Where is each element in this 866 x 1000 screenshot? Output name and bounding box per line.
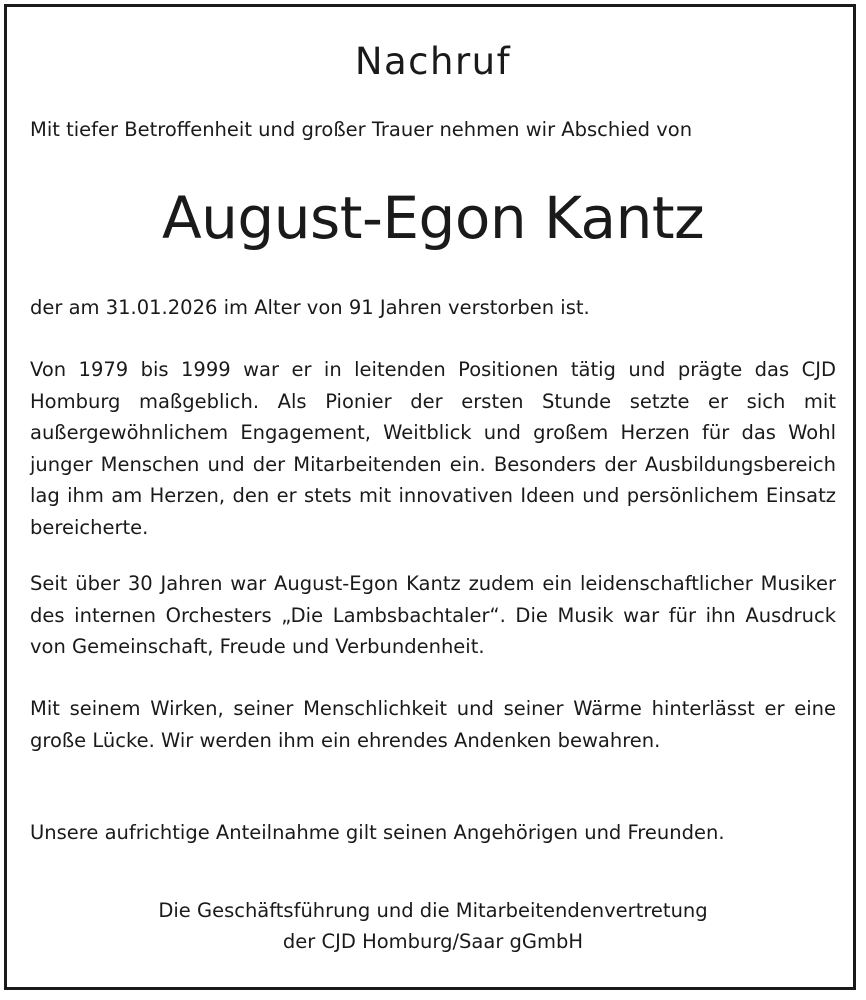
paragraph-career: Von 1979 bis 1999 war er in leitenden Positionen tätig und prägte das CJD Homburg maßgeblich. Als Pionier der ersten Stunde setzte er sich mit außergewöhnlichem Engagement, Weitblick und großem Herzen für das Wohl junger Menschen und der Mitarbeitenden ein. Besonders der Ausbildungsbereich lag ihm am Herzen, den er stets mit innovativen Ideen und persönlichem Einsatz bereicherte.	[30, 358, 836, 539]
paragraph-music: Seit über 30 Jahren war August-Egon Kantz zudem ein leidenschaftlicher Musiker des internen Orchesters „Die Lambsbachtaler“. Die Musik war für ihn Ausdruck von Gemeinschaft, Freude und Verbundenheit.	[30, 572, 836, 658]
paragraph-legacy: Mit seinem Wirken, seiner Menschlichkeit und seiner Wärme hinterlässt er eine große Lücke. Wir werden ihm ein ehrendes Andenken bewahren.	[30, 697, 836, 752]
signature-line: der CJD Homburg/Saar gGmbH	[282, 930, 584, 953]
date-line: der am 31.01.2026 im Alter von 91 Jahren verstorben ist.	[30, 296, 590, 319]
deceased-name: August-Egon Kantz	[161, 184, 705, 252]
paragraph-condolence: Unsere aufrichtige Anteilnahme gilt seinen Angehörigen und Freunden.	[30, 821, 725, 844]
signature-line: Die Geschäftsführung und die Mitarbeitendenvertretung	[158, 899, 708, 922]
signature-block	[0, 895, 866, 957]
notice-title: Nachruf	[354, 40, 512, 83]
intro-line: Mit tiefer Betroffenheit und großer Trauer nehmen wir Abschied von	[30, 118, 693, 141]
